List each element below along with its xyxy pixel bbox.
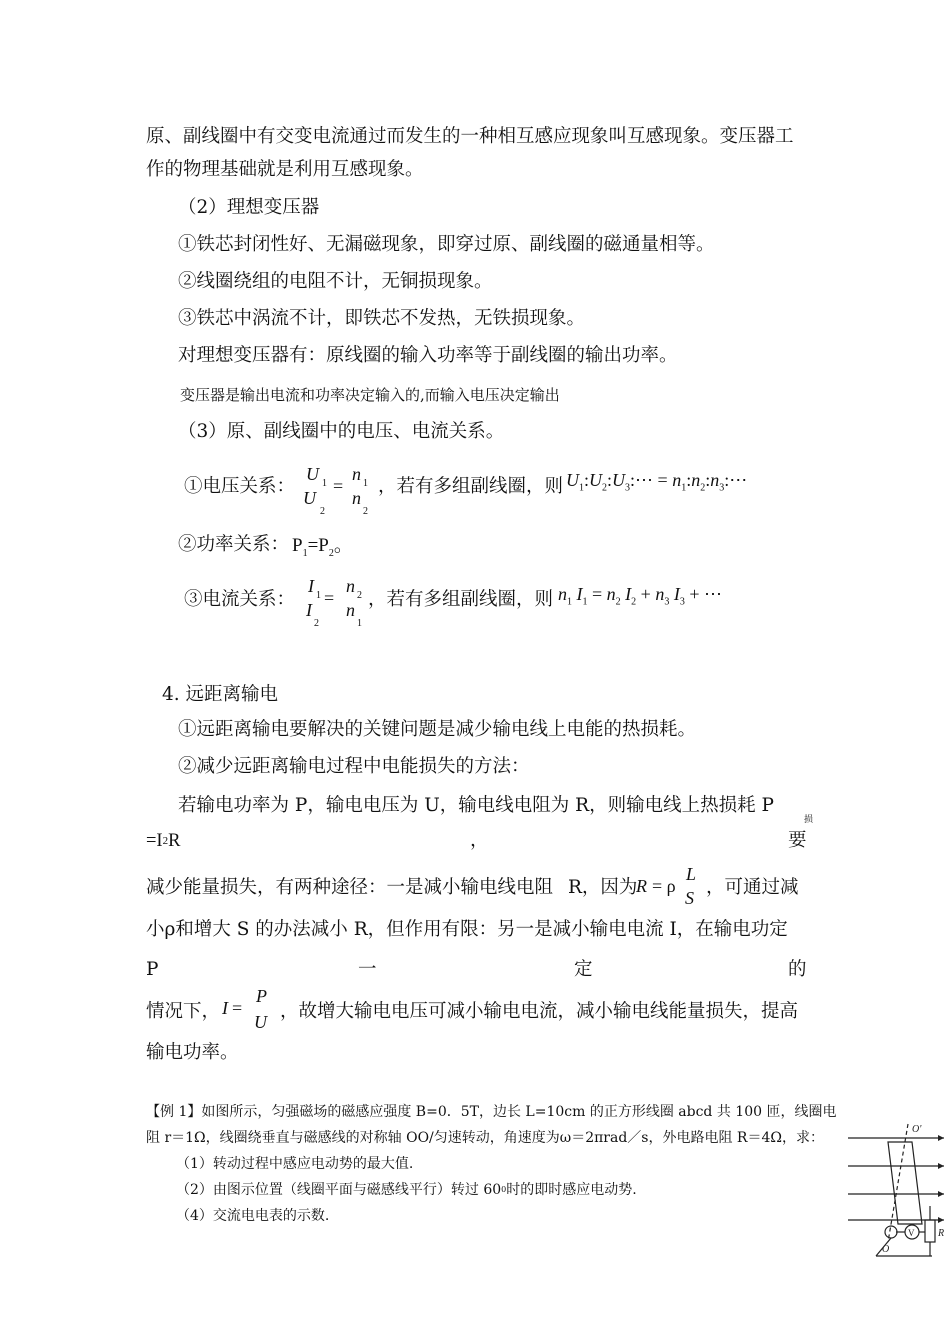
distance-line-1: ①远距离输电要解决的关键问题是减少输电线上电能的热损耗。: [178, 719, 697, 740]
current-formula: I 1 I 2 = n 2 n 1: [306, 576, 362, 629]
arrow-2: [938, 1163, 944, 1169]
example-q2: [176, 1180, 637, 1200]
justified-yi: 一: [358, 959, 377, 980]
current-mid-text: ，若有多组副线圈，则: [368, 589, 554, 610]
condition-2: ②线圈绕组的电阻不计，无铜损现象。: [178, 271, 493, 292]
justified-ding: 定: [574, 959, 593, 980]
heat-loss-formula: [146, 828, 180, 854]
example-q4: （4）交流电电表的示数.: [176, 1208, 330, 1224]
line-end-yao: 要: [788, 830, 807, 851]
distance-line-5b: R，因为: [568, 877, 638, 898]
voltage-label: ①电压关系：: [184, 476, 296, 497]
formula-exp: 2: [162, 835, 169, 847]
resistance-formula: R = ρ L S: [636, 864, 697, 908]
comma: ，: [470, 830, 489, 851]
condition-3: ③铁芯中涡流不计，即铁芯不发热，无铁损现象。: [178, 308, 586, 329]
distance-line-2: ②减少远距离输电过程中电能损失的方法：: [178, 756, 530, 777]
formula-r: R: [168, 831, 181, 851]
distance-line-5c: ，可通过减: [706, 877, 799, 898]
voltage-mid-text: ，若有多组副线圈，则: [378, 476, 564, 497]
voltmeter-label: V: [908, 1228, 915, 1238]
section-relations: （3）原、副线圈中的电压、电流关系。: [178, 421, 505, 442]
distance-line-6: 小ρ和增大 S 的办法减小 R，但作用有限：另一是减小输电电流 I，在输电功定: [146, 919, 788, 940]
power-formula: $P_1=P_2$。: [292, 535, 353, 559]
justified-p: P: [146, 959, 159, 980]
example-q2-end: 时的即时感应电动势.: [506, 1182, 637, 1198]
distance-line-3: [178, 793, 774, 819]
formula-i: =I: [146, 831, 163, 851]
condition-5: 变压器是输出电流和功率决定输入的,而输入电压决定输出: [180, 386, 560, 404]
para-line-2: 作的物理基础就是利用互感现象。: [146, 159, 424, 180]
distance-line-3-text: 若输电功率为 P，输电电压为 U，输电线电阻为 R，则输电线上热损耗 P: [178, 795, 774, 816]
voltage-chain-formula: $U_1:U_2:U_3:\cdots$ = $n_1:n_2:n_3:\cdots$: [566, 470, 748, 494]
coil-in-magnetic-field-figure: [846, 1120, 946, 1260]
p-loss-subscript: 损: [804, 815, 814, 825]
example-q1: （1）转动过程中感应电动势的最大值.: [176, 1156, 414, 1172]
section-4-heading: 4. 远距离输电: [162, 684, 279, 705]
o-prime-label: O': [912, 1124, 922, 1135]
current-chain-formula: $n_1$ $I_1 = n_2$ $I_2 + n_3$ $I_3$ + ⋯: [558, 584, 722, 608]
distance-line-8b: ，故增大输电电压可减小输电电流，减小输电线能量损失，提高: [280, 1001, 799, 1022]
condition-4: 对理想变压器有：原线圈的输入功率等于副线圈的输出功率。: [178, 345, 678, 366]
condition-1: ①铁芯封闭性好、无漏磁现象，即穿过原、副线圈的磁通量相等。: [178, 234, 715, 255]
resistor-label: R: [938, 1228, 945, 1239]
example-line-1: 【例 1】如图所示，匀强磁场的磁感应强度 B=0．5T，边长 L=10cm 的正方形线圈 abcd 共 100 匝，线圈电: [146, 1104, 837, 1120]
arrow-3: [938, 1191, 944, 1197]
current-p-over-u-formula: I = P U: [222, 986, 267, 1032]
arrow-1: [938, 1135, 944, 1141]
o-label: O: [882, 1244, 890, 1255]
example-q2-text: （2）由图示位置（线圈平面与磁感线平行）转过 60: [176, 1182, 502, 1198]
current-label: ③电流关系：: [184, 589, 296, 610]
arrow-4: [938, 1217, 944, 1223]
example-line-2: 阻 r＝1Ω，线圈绕垂直与磁感线的对称轴 OO/匀速转动，角速度为ω＝2πrad／s，外电路电阻 R＝4Ω，求：: [146, 1130, 824, 1146]
degree-sup: 0: [501, 1185, 507, 1194]
distance-line-8a: 情况下，: [146, 1001, 221, 1022]
distance-line-9: 输电功率。: [146, 1042, 239, 1063]
section-ideal-transformer: （2）理想变压器: [178, 197, 320, 218]
voltage-formula: U 1 U 2 = n 1 n 2: [303, 464, 368, 517]
power-label: ②功率关系：: [178, 534, 290, 555]
distance-line-5a: 减少能量损失，有两种途径：一是减小输电线电阻: [146, 877, 554, 898]
justified-de: 的: [788, 959, 807, 980]
resistor: [925, 1220, 935, 1242]
coil-loop: [888, 1142, 922, 1224]
para-line-1: 原、副线圈中有交变电流通过而发生的一种相互感应现象叫互感现象。变压器工: [146, 126, 794, 147]
